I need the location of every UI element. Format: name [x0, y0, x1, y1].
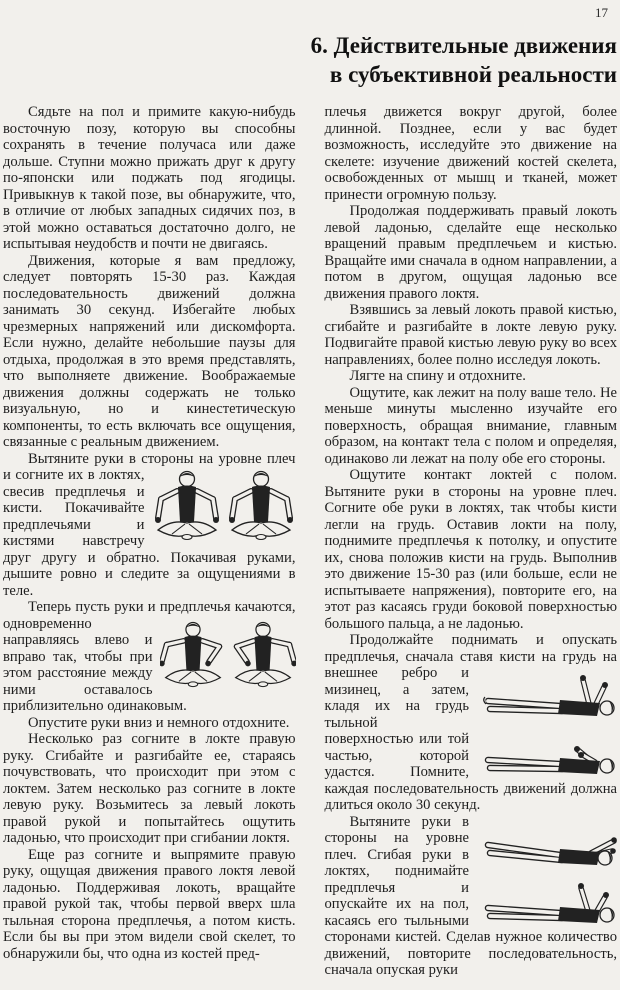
paragraph-text: плечья движется вокруг другой, более длинной. Позднее, если у вас будет возможность, исследуйте это движение на скелете: изучение движений костей скелета, освобожденных от мышц и тканей, может принести огромную пользу.: [324, 104, 617, 203]
seated-figure-icon: [226, 468, 296, 544]
paragraph: [325, 368, 618, 385]
lying-figure-icon: [476, 815, 617, 868]
paragraph: [325, 467, 618, 632]
seated-figures-forearms-hanging-illustration: [152, 468, 296, 544]
seated-figure-icon: [230, 617, 296, 693]
lying-figure-icon: [476, 724, 617, 777]
paragraph-text: Еще раз согните и выпрямите правую руку, ощущая движения правого локтя левой ладонью. Поддерживая локоть, вращайте правой рукой так, чтобы первой вверх шла тыльная сторона предплечья, а потом кисть. Если бы вы при этом видели свой скелет, то обнаружили бы, что одна из костей пред-: [3, 846, 296, 962]
paragraph-text: Опустите руки вниз и немного отдохните.: [28, 714, 290, 731]
paragraph-text: Ощутите, как лежит на полу ваше тело. Не меньше минуты мысленно изучайте его поверхность, обращая внимание, главным образом, на контакт тела с полом и определяя, одинаково ли лежат на полу обе его стороны.: [324, 384, 617, 467]
paragraph-text: Ощутите контакт локтей с полом. Вытяните руки в стороны на уровне плеч. Согните обе руки в локтях, так чтобы кисти легли на грудь. Оставив локти на полу, поднимите предплечья к потолку, и опустите их, снова положив кисти на грудь. Выполнив это движение 15-30 раз (или больше, если не испытываете напряжения), повторите его, на этот раз касаясь груди боковой поверхностью большого пальца, а не ладонью.: [324, 467, 617, 632]
chapter-title-line2: в субъективной реальности: [329, 62, 617, 87]
paragraph-text: Продолжайте поднимать и опускать предплечья, сначала ставя кисти на грудь на: [324, 632, 617, 665]
paragraph-with-illustration: [325, 632, 618, 814]
chapter-title-line1: 6. Действительные движения: [310, 33, 617, 58]
page-number: 17: [595, 5, 608, 20]
lying-figure-icon: [476, 666, 617, 719]
paragraph-text: Лягте на спину и отдохните.: [349, 368, 526, 384]
paragraph-text: Взявшись за левый локоть правой кистью, сгибайте и разгибайте в локте левую руку. Подвигайте правой кистью левую руку во всех направлениях, более полно исследуя локоть.: [324, 302, 617, 368]
lying-figures-arms-overhead-illustration: [476, 815, 617, 926]
paragraph-text: Сядьте на пол и примите какую-нибудь восточную позу, которую вы способны сохранять в течение получаса или даже дольше. Ступни можно прижать друг к другу по-японски или поджать под ягодицы. Привыкнув к такой позе, вы обнаружите, что, в отличие от любых западных сидячих поз, в этой можно оставаться достаточно долго, не испытывая неудобств и почти не двигаясь.: [3, 104, 296, 252]
chapter-title: [0, 31, 617, 89]
paragraph-text: плеч и согните их в локтях, свесив предплечья и кисти. Покачивайте предплечьями и кистями навстречу друг другу и обратно. Покачивая руками, дышите ровно и следите за ощущениями в теле.: [3, 450, 296, 599]
paragraph: [3, 715, 296, 732]
paragraph: [3, 253, 296, 451]
seated-figures-arms-swung-illustration: [160, 617, 296, 693]
paragraph-text: Продолжая поддерживать правый локоть левой ладонью, сделайте еще несколько вращений правым предплечьем и кистью. Вращайте ими сначала в одном направлении, а потом в другом, ощущая ладонью все движения правого локтя.: [324, 203, 617, 302]
paragraph: [3, 847, 296, 963]
lying-figures-forearms-raised-illustration: [476, 666, 617, 777]
paragraph-text: внешнее ребро и мизинец, а затем, кладя их на грудь тыльной поверхностью или той частью, которой удастся. Помните, каждая последовательность движений должна длиться около 30 секунд.: [324, 665, 617, 813]
paragraph: [3, 731, 296, 847]
text-columns: [3, 104, 617, 979]
left-column: [3, 104, 296, 979]
paragraph-with-illustration: [3, 451, 296, 600]
right-column: [325, 104, 618, 979]
paragraph: [3, 104, 296, 253]
paragraph-text: Теперь пусть руки и предплечья качаются,: [28, 599, 296, 615]
paragraph-text: Вытяните руки в стороны на уровне: [28, 450, 262, 467]
lying-figure-icon: [476, 873, 617, 926]
paragraph-text: Движения, которые я вам предложу, следует повторять 15-30 раз. Каждая последовательность движений должна занимать 30 секунд. Избегайте любых чрезмерных напряжений или дискомфорта. Если нужно, делайте небольшие паузы для отдыха, продолжая в это время представлять, что выполняете движение. Воображаемые движения должны содержать не только визуальную, но и кинестетическую компоненты, то есть включать все ощущения, связанные с реальным движением.: [3, 252, 296, 450]
paragraph-with-illustration: [325, 814, 618, 979]
paragraph: [325, 203, 618, 302]
seated-figure-icon: [160, 617, 226, 693]
paragraph: [325, 302, 618, 368]
paragraph: [325, 104, 618, 203]
paragraph-text: одновременно направляясь влево и вправо так, чтобы при этом расстояние между ними оставалось приблизительно одинаковым.: [3, 615, 187, 714]
paragraph-text: Несколько раз согните в локте правую руку. Сгибайте и разгибайте ее, стараясь почувствовать, что происходит при этом с локтем. Затем несколько раз согните в локте левую руку. Возьмитесь за левый локоть правой рукой и попытайтесь ощутить ладонью, что происходит при сгибании локтя.: [3, 731, 296, 846]
paragraph-text: Вытяните руки в стороны на уровне плеч. Сгибая руки в локтях, поднимайте предплечья и опускайте их на пол, касаясь его тыльными сторонами кистей. Сделав нужное количество движений, повторите последовательность, сначала опуская руки: [324, 813, 617, 978]
paragraph: [325, 385, 618, 468]
paragraph-with-illustration: [3, 599, 296, 715]
seated-figure-icon: [152, 468, 222, 544]
